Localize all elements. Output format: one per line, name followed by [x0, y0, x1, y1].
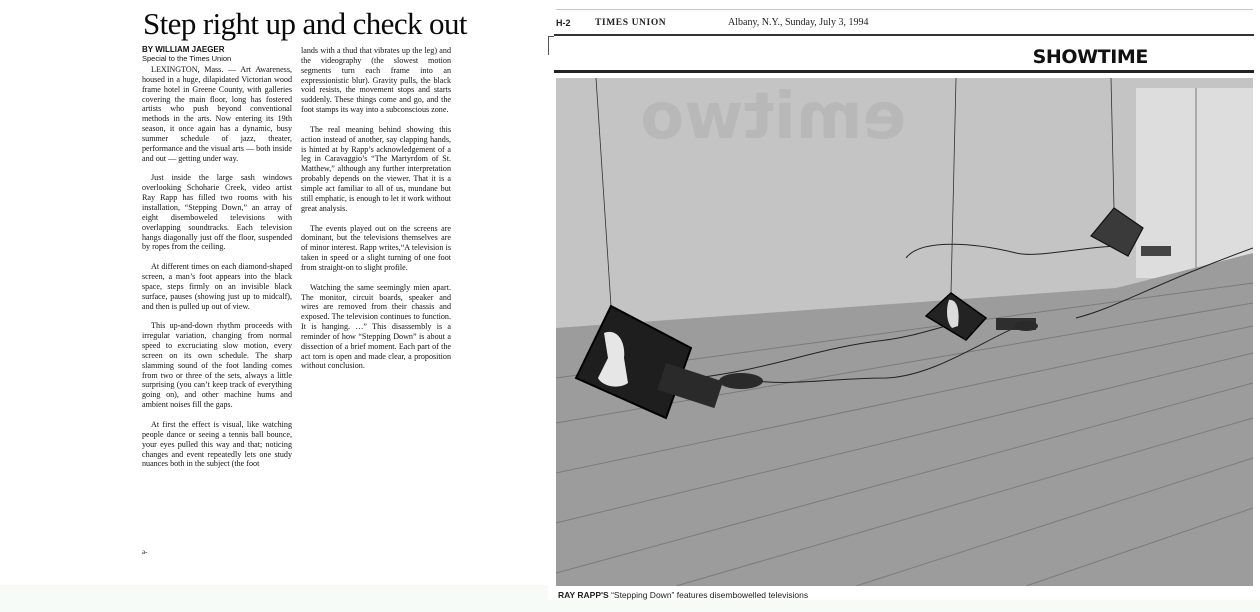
crop-mark — [548, 36, 554, 55]
headline: Step right up and check out — [143, 6, 467, 41]
column-one-tail: a- — [142, 548, 148, 556]
paragraph: Watching the same seemingly mien apart. The monitor, circuit boards, speaker and wires are removed from their chassis and exposed. The television continues to function. It is hanging. …” This disassembly is a reminder of how “Stepping Down” is about a dissection of a brief moment. Each part of the act torn is open and made clear, a proposition without conclusion. — [301, 282, 451, 371]
paragraph: Just inside the large sash windows overlooking Schoharie Creek, video artist Ray Rapp has filled two rooms with his installation, “Stepping Down,” an array of eight disemboweled televisions with overlapping soundtracks. Each television hangs diagonally just off the floor, suspended by ropes from the ceiling. — [142, 173, 292, 252]
installation-photo — [556, 78, 1253, 586]
top-rule — [556, 9, 1253, 10]
caption-text: “Stepping Down” features disembowelled televisions — [611, 590, 809, 600]
folio-rule — [554, 34, 1254, 36]
paragraph: At different times on each diamond-shaped screen, a man’s foot appears into the black space, steps firmly on an invisible black surface, pauses (showing just up to midcalf), and then is pulled up out of view. — [142, 262, 292, 311]
photo-caption — [558, 590, 808, 600]
section-rule — [554, 70, 1254, 73]
paragraph: This up-and-down rhythm proceeds with irregular variation, changing from normal speed to excruciating slow motion, every screen on its own schedule. The sharp slamming sound of the foot landing comes from two or three of the sets, always a little surprising (you can’t keep track of everything going on), and other machine hums and ambient noises fill the gaps. — [142, 321, 292, 410]
article-clipping — [138, 0, 500, 585]
folio-paper-name: TIMES UNION — [595, 18, 667, 28]
byline: BY WILLIAM JAEGER — [142, 45, 225, 54]
section-title: SHOWTIME — [1032, 46, 1148, 68]
folio-page-number: H-2 — [556, 18, 571, 28]
newspaper-page — [548, 0, 1260, 600]
faint-reflection: emitwo — [640, 80, 906, 154]
caption-name: RAY RAPP'S — [558, 590, 609, 600]
article-column-two — [301, 46, 451, 381]
photo-illustration — [556, 78, 1253, 586]
paragraph: lands with a thud that vibrates up the leg) and the videography (the slowest motion segments turn each frame into an expressionistic blur). Gravity pulls, the black void resists, the movement stops and starts suddenly. These things come and go, and the foot stamps its way into a subconscious zone. — [301, 46, 451, 115]
paragraph: At first the effect is visual, like watching people dance or seeing a tennis ball bounce, your eyes pulled this way and that; noticing changes and event repeatedly lets one study nuances both in the subject (the foot — [142, 420, 292, 469]
paragraph: The events played out on the screens are dominant, but the televisions themselves are of minor interest. Rapp writes,“A television is taken in speed or a slight turning of one foot from straight-on to slight profile. — [301, 223, 451, 272]
article-column-one — [142, 65, 292, 479]
folio-dateline: Albany, N.Y., Sunday, July 3, 1994 — [728, 17, 869, 28]
paragraph: The real meaning behind showing this action instead of another, say clapping hands, is hinted at by Rapp’s acknowledgement of a leg in Caravaggio’s “The Martyrdom of St. Matthew,” although any further interpretation probably depends on the viewer. That it is a simple act familiar to all of us, mundane but still emphatic, is enough to let it work without great analysis. — [301, 124, 451, 213]
paragraph: LEXINGTON, Mass. — Art Awareness, housed in a huge, dilapidated Victorian wood frame hotel in Greene County, with galleries covering the main floor, long has fostered artists who push beyond conventional methods in the arts. Now entering its 19th season, it once again has a dynamic, busy summer schedule of jazz, theater, performance and the visual arts — both inside and out — getting under way. — [142, 65, 292, 163]
byline-credit: Special to the Times Union — [142, 54, 232, 63]
